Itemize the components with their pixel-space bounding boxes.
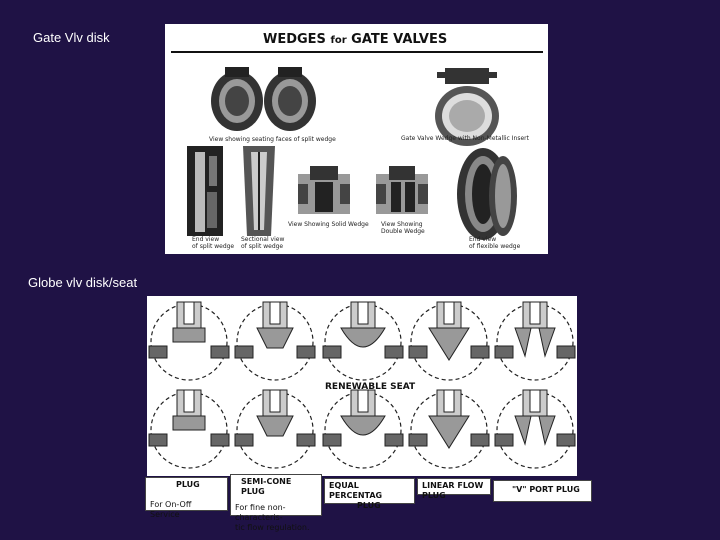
flexible-wedge-figure: [457, 148, 517, 240]
caption-non-metallic-insert: Gate Valve Wedge with Non-Metallic Insert: [401, 135, 529, 142]
sectional-view-split-figure: [243, 146, 275, 236]
caption-solid-wedge: View Showing Solid Wedge: [288, 221, 369, 228]
globe-valve-plugs-image: [147, 296, 577, 476]
globe-valve-disk-seat-label: Globe vlv disk/seat: [28, 275, 138, 290]
gate-valve-disk-label: Gate Vlv disk: [33, 30, 110, 45]
caption-double-wedge: View Showing Double Wedge: [381, 221, 425, 235]
equal-percentage-plug-section-top: [323, 302, 403, 380]
caption-split-wedge-faces: View showing seating faces of split wedge: [209, 136, 336, 143]
plug-section-top: [149, 302, 229, 380]
linear-flow-plug-section-top: [409, 302, 489, 380]
semi-cone-plug-section-bottom: [235, 390, 315, 468]
linear-flow-plug-section-bottom: [409, 390, 489, 468]
renewable-seat-title: RENEWABLE SEAT: [325, 382, 416, 392]
v-port-plug-section-top: [495, 302, 575, 380]
end-view-split-figure: [187, 146, 223, 236]
split-wedge-figure: [211, 67, 316, 131]
plug-section-bottom: [149, 390, 229, 468]
linear-flow-plug-box: LINEAR FLOW PLUG: [417, 478, 491, 495]
solid-wedge-figure: [298, 166, 350, 214]
caption-end-view-flexible: End view of flexible wedge: [469, 236, 521, 250]
equal-percentage-plug-section-bottom: [323, 390, 403, 468]
gate-valve-wedges-image: [165, 24, 548, 254]
double-wedge-figure: [376, 166, 428, 214]
v-port-plug-box: "V" PORT PLUG: [493, 480, 592, 502]
semi-cone-plug-section-top: [235, 302, 315, 380]
caption-sectional-view-split: Sectional view of split wedge: [241, 236, 285, 250]
equal-percentage-plug-box: EQUAL PERCENTAG PLUG: [324, 478, 415, 504]
semi-cone-plug-box: SEMI-CONE PLUG For fine non-characteris- tic flow regulation.: [230, 474, 322, 516]
caption-end-view-split: End view of split wedge: [192, 236, 235, 250]
plug-label-box: PLUG For On-Off Service: [145, 477, 228, 511]
wedges-title: WEDGES for GATE VALVES: [263, 32, 448, 47]
v-port-plug-section-bottom: [495, 390, 575, 468]
